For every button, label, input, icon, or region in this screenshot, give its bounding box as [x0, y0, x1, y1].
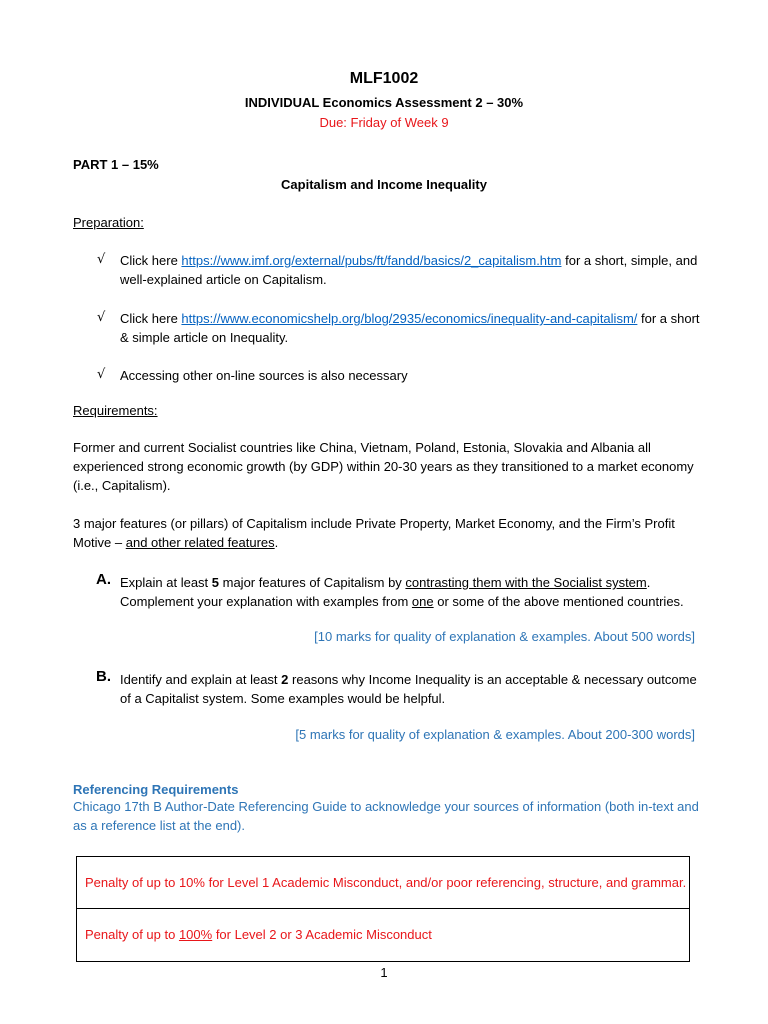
part-label: PART 1 – 15%: [73, 157, 159, 172]
question-a-text: Explain at least 5 major features of Capitalism by contrasting them with the Socialist system. Complement your explanation with examples from one or some of the above mentioned countries.: [120, 575, 684, 609]
economicshelp-article-link[interactable]: https://www.economicshelp.org/blog/2935/economics/inequality-and-capitalism/: [181, 311, 638, 326]
requirements-paragraph-1: Former and current Socialist countries like China, Vietnam, Poland, Estonia, Slovakia and Albania all experienced strong economic growth (by GDP) within 20-30 years as they transitioned to a market economy (i.e., Capitalism).: [73, 440, 694, 493]
question-b-letter: B.: [96, 668, 111, 685]
preparation-item-3: Accessing other on-line sources is also necessary: [120, 368, 408, 383]
assessment-title: INDIVIDUAL Economics Assessment 2 – 30%: [244, 95, 524, 110]
check-icon: √: [97, 367, 106, 382]
preparation-heading: Preparation:: [73, 215, 144, 230]
question-b-text: Identify and explain at least 2 reasons why Income Inequality is an acceptable & necessary outcome of a Capitalist system. Some examples would be helpful.: [120, 672, 697, 706]
penalty-table-divider: [77, 908, 689, 909]
question-a-letter: A.: [96, 571, 111, 588]
imf-article-link[interactable]: https://www.imf.org/external/pubs/ft/fandd/basics/2_capitalism.htm: [181, 253, 562, 268]
page-number: 1: [380, 965, 388, 980]
penalty-table: [76, 856, 690, 962]
question-a-marks: [10 marks for quality of explanation & examples. About 500 words]: [314, 629, 695, 644]
due-date: Due: Friday of Week 9: [319, 115, 449, 130]
question-b-marks: [5 marks for quality of explanation & examples. About 200-300 words]: [295, 727, 695, 742]
check-icon: √: [97, 310, 106, 325]
requirements-heading: Requirements:: [73, 403, 158, 418]
penalty-row-level1: Penalty of up to 10% for Level 1 Academic Misconduct, and/or poor referencing, structure, and grammar.: [85, 875, 687, 890]
preparation-item-2: Click here https://www.economicshelp.org/blog/2935/economics/inequality-and-capitalism/ for a short & simple article on Inequality.: [120, 311, 700, 345]
referencing-text: Chicago 17th B Author-Date Referencing Guide to acknowledge your sources of information (both in-text and as a reference list at the end).: [73, 799, 699, 833]
requirements-paragraph-2: 3 major features (or pillars) of Capitalism include Private Property, Market Economy, and the Firm’s Profit Motive – and other related features.: [73, 516, 675, 550]
penalty-row-level2-3: Penalty of up to 100% for Level 2 or 3 Academic Misconduct: [85, 927, 432, 942]
check-icon: √: [97, 252, 106, 267]
preparation-item-1: Click here https://www.imf.org/external/pubs/ft/fandd/basics/2_capitalism.htm for a short, simple, and well-explained article on Capitalism.: [120, 253, 698, 287]
course-code: MLF1002: [349, 70, 419, 87]
topic-title: Capitalism and Income Inequality: [281, 177, 487, 192]
referencing-heading: Referencing Requirements: [73, 782, 239, 797]
